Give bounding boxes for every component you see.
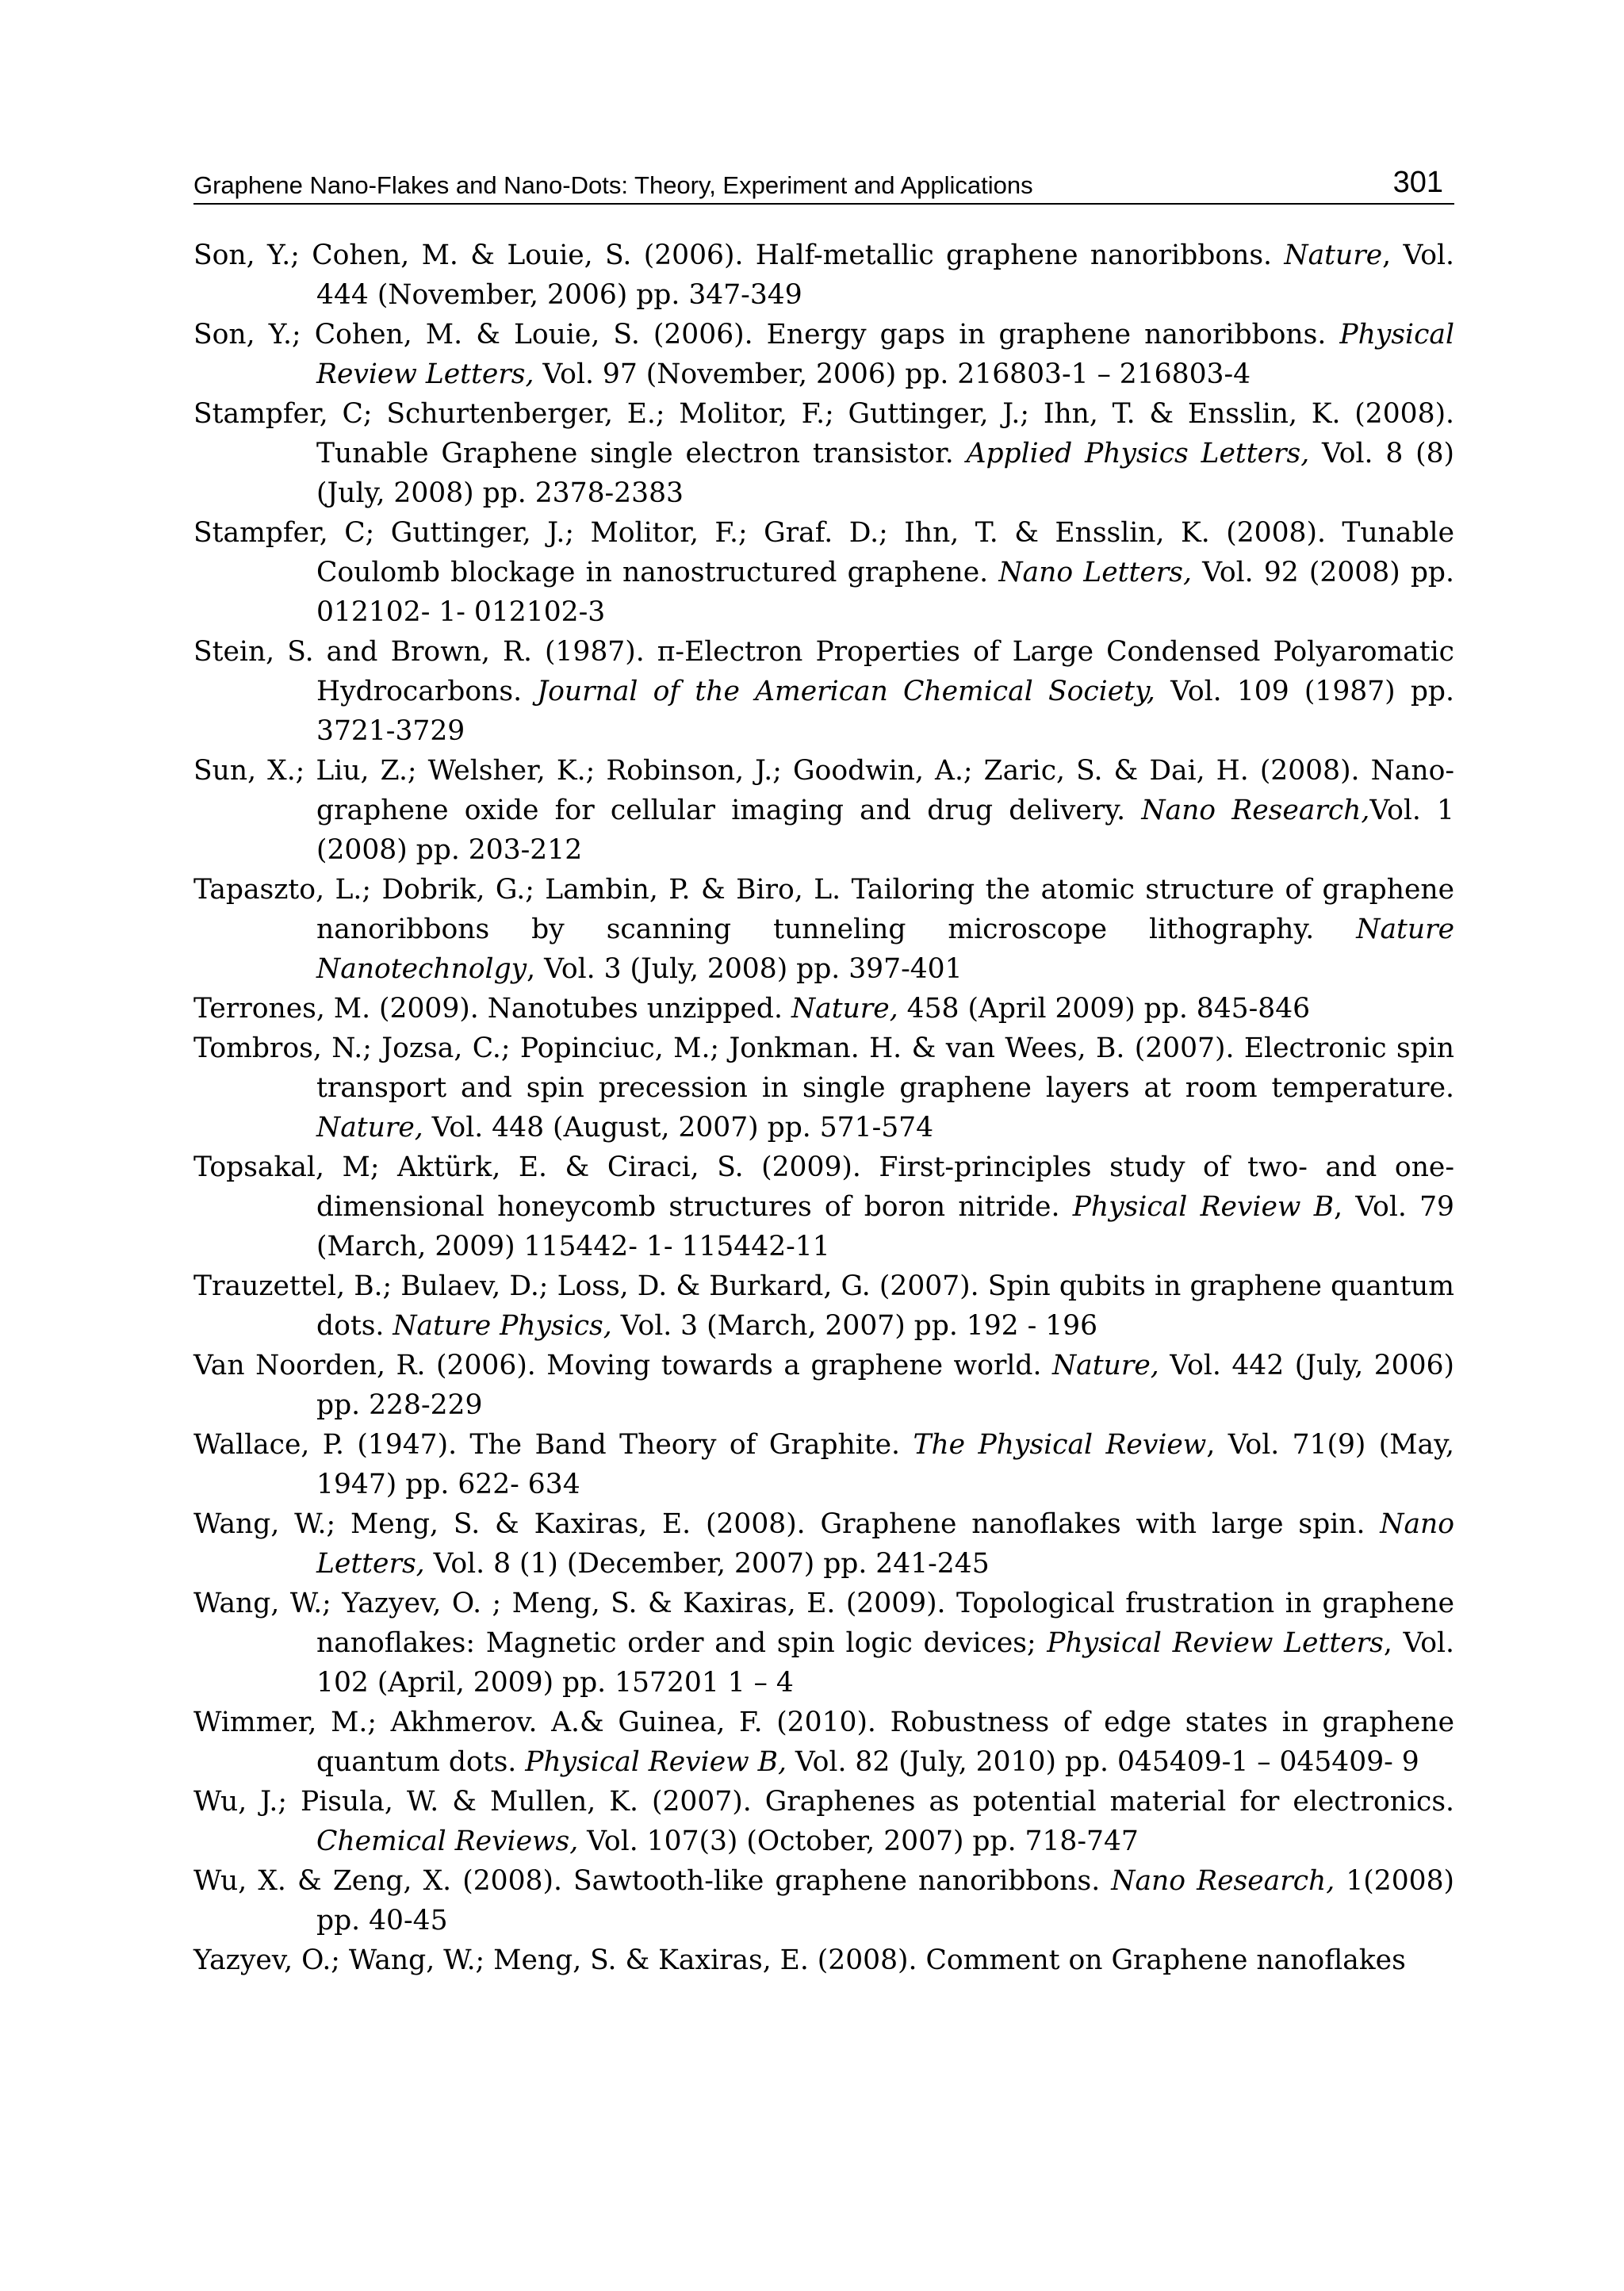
journal-title: Journal of the American Chemical Society, <box>537 676 1155 707</box>
journal-title: Nature <box>1284 239 1383 271</box>
reference-entry: Sun, X.; Liu, Z.; Welsher, K.; Robinson, J.; Goodwin, A.; Zaric, S. & Dai, H. (2008). Nano-graphene oxide for cellular imaging and drug delivery. Nano Research,Vol. 1 (2008) pp. 203-212 <box>193 755 1455 866</box>
reference-entry: Wu, X. & Zeng, X. (2008). Sawtooth-like graphene nanoribbons. Nano Research, 1(2008) pp. 40-45 <box>193 1865 1455 1937</box>
journal-title: Nano Letters, <box>998 557 1192 588</box>
reference-entry: Stampfer, C; Guttinger, J.; Molitor, F.; Graf. D.; Ihn, T. & Ensslin, K. (2008). Tunable Coulomb blockage in nanostructured graphene. Nano Letters, Vol. 92 (2008) pp. 012102- 1- 012102-3 <box>193 517 1454 628</box>
reference-entry: Trauzettel, B.; Bulaev, D.; Loss, D. & Burkard, G. (2007). Spin qubits in graphene quantum dots. Nature Physics, Vol. 3 (March, 2007) pp. 192 - 196 <box>193 1270 1454 1342</box>
journal-title: Physical Review B <box>1072 1191 1335 1223</box>
reference-entry: Stampfer, C; Schurtenberger, E.; Molitor, F.; Guttinger, J.; Ihn, T. & Ensslin, K. (2008). Tunable Graphene single electron transistor. Applied Physics Letters, Vol. 8 (8) (July, 2008) pp. 2378-2383 <box>193 398 1454 509</box>
journal-title: Nano Research, <box>1111 1865 1335 1897</box>
reference-entry: Tapaszto, L.; Dobrik, G.; Lambin, P. & Biro, L. Tailoring the atomic structure of graphene nanoribbons by scanning tunneling microscope lithography. Nature Nanotechnolgy, Vol. 3 (July, 2008) pp. 397-401 <box>193 874 1454 985</box>
reference-list <box>193 236 1454 1980</box>
journal-title: Applied Physics Letters, <box>966 438 1310 469</box>
journal-title: Physical Review Letters <box>1047 1627 1384 1659</box>
reference-entry: Yazyev, O.; Wang, W.; Meng, S. & Kaxiras, E. (2008). Comment on Graphene nanoflakes <box>193 1944 1406 1976</box>
journal-title: Nano Research, <box>1141 795 1370 826</box>
journal-title: Nature, <box>791 993 898 1025</box>
reference-entry: Wu, J.; Pisula, W. & Mullen, K. (2007). Graphenes as potential material for electronics. Chemical Reviews, Vol. 107(3) (October, 2007) pp. 718-747 <box>193 1786 1454 1857</box>
journal-title: The Physical Review <box>913 1429 1207 1461</box>
running-header <box>193 163 1454 205</box>
reference-entry: Wallace, P. (1947). The Band Theory of Graphite. The Physical Review, Vol. 71(9) (May, 1947) pp. 622- 634 <box>193 1429 1454 1500</box>
journal-title: Physical Review B, <box>525 1746 787 1778</box>
journal-title: Physical Review Letters, <box>316 319 1454 390</box>
reference-entry: Van Noorden, R. (2006). Moving towards a graphene world. Nature, Vol. 442 (July, 2006) pp. 228-229 <box>193 1350 1454 1421</box>
reference-entry: Son, Y.; Cohen, M. & Louie, S. (2006). Half-metallic graphene nanoribbons. Nature, Vol. 444 (November, 2006) pp. 347-349 <box>193 239 1454 311</box>
reference-entry: Stein, S. and Brown, R. (1987). π-Electron Properties of Large Condensed Polyaromatic Hydrocarbons. Journal of the American Chemical Society, Vol. 109 (1987) pp. 3721-3729 <box>193 636 1454 747</box>
header-title: Graphene Nano-Flakes and Nano-Dots: Theory, Experiment and Applications <box>193 171 1033 199</box>
journal-title: Nano Letters, <box>316 1508 1454 1580</box>
reference-entry: Tombros, N.; Jozsa, C.; Popinciuc, M.; Jonkman. H. & van Wees, B. (2007). Electronic spin transport and spin precession in single graphene layers at room temperature. Nature, Vol. 448 (August, 2007) pp. 571-574 <box>193 1032 1454 1144</box>
journal-title: Nature Nanotechnolgy <box>316 914 1454 985</box>
journal-title: Nature Physics, <box>393 1310 612 1342</box>
reference-entry: Wang, W.; Meng, S. & Kaxiras, E. (2008). Graphene nanoflakes with large spin. Nano Letters, Vol. 8 (1) (December, 2007) pp. 241-245 <box>193 1508 1454 1580</box>
reference-entry: Son, Y.; Cohen, M. & Louie, S. (2006). Energy gaps in graphene nanoribbons. Physical Review Letters, Vol. 97 (November, 2006) pp. 216803-1 – 216803-4 <box>193 319 1454 390</box>
journal-title: Nature, <box>1051 1350 1159 1381</box>
journal-title: Chemical Reviews, <box>316 1826 579 1857</box>
reference-entry: Wang, W.; Yazyev, O. ; Meng, S. & Kaxiras, E. (2009). Topological frustration in graphene nanoflakes: Magnetic order and spin logic devices; Physical Review Letters, Vol. 102 (April, 2009) pp. 157201 1 – 4 <box>193 1588 1455 1699</box>
page-number: 301 <box>1392 166 1443 199</box>
reference-entry: Terrones, M. (2009). Nanotubes unzipped. Nature, 458 (April 2009) pp. 845-846 <box>193 993 1311 1025</box>
reference-entry: Topsakal, M; Aktürk, E. & Ciraci, S. (2009). First-principles study of two- and one-dimensional honeycomb structures of boron nitride. Physical Review B, Vol. 79 (March, 2009) 115442- 1- 115442-11 <box>193 1151 1454 1262</box>
reference-entry: Wimmer, M.; Akhmerov. A.& Guinea, F. (2010). Robustness of edge states in graphene quantum dots. Physical Review B, Vol. 82 (July, 2010) pp. 045409-1 – 045409- 9 <box>193 1707 1454 1778</box>
journal-title: Nature, <box>316 1112 423 1144</box>
